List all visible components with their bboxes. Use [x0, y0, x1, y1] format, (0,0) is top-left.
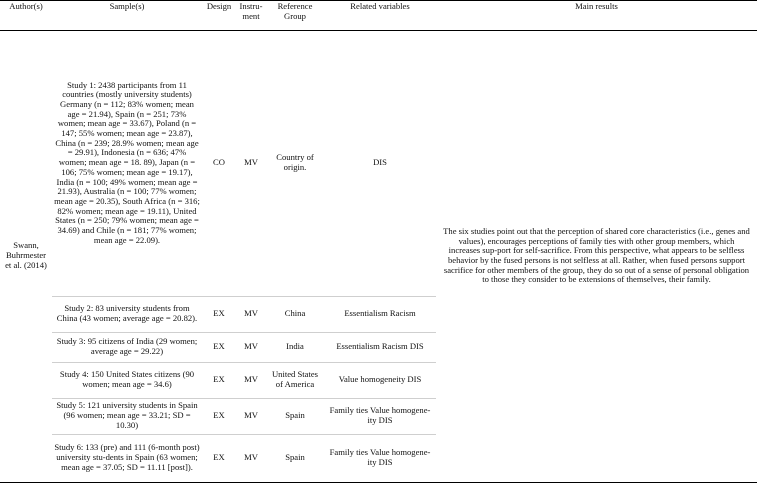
reference-cell: India: [266, 332, 324, 362]
sample-cell: Study 1: 2438 participants from 11 countries (mostly university students) Germany (n = 112; 83% women; mean age = 21.94), Spain (n = 251; 73% women; mean age = 33.67), Poland (n = 147; 55% women; mean age = 23.87), China (n = 239; 28.9% women; mean age = 29.91), Indonesia (n = 636; 47% women; mean age = 18. 89), Japan (n = 106; 75% women; mean age = 19.17), India (n = 100; 49% women; mean age = 21.93), Australia (n = 100; 77% women; mean age = 20.35), South Africa (n = 316; 82% women; mean age = 19.11), United States (n = 250; 79% women; mean age = 34.69) and Chile (n = 181; 77% women; mean age = 22.09).: [54, 79, 200, 245]
reference-cell: China: [266, 296, 324, 332]
reference-cell: Spain: [266, 434, 324, 482]
design-cell: EX: [202, 398, 236, 434]
sample-cell: Study 6: 133 (pre) and 111 (6-month post) university stu-dents in Spain (63 women; mean age = 37.05; SD = 11.11 [post]).: [52, 434, 202, 482]
header-reference-group: Reference Group: [266, 0, 324, 30]
related-cell: Essentialism Racism DIS: [324, 332, 436, 362]
reference-cell: United States of America: [266, 362, 324, 398]
sample-cell: Study 3: 95 citizens of India (29 women; average age = 29.22): [52, 332, 202, 362]
instrument-cell: MV: [236, 296, 266, 332]
design-cell: EX: [202, 332, 236, 362]
instrument-cell: MV: [236, 398, 266, 434]
design-cell: EX: [202, 296, 236, 332]
instrument-cell: MV: [236, 332, 266, 362]
design-cell: CO: [213, 157, 225, 168]
sample-cell: Study 4: 150 United States citizens (90 women; mean age = 34.6): [52, 362, 202, 398]
top-rule: [0, 0, 757, 1]
header-author: Author(s): [0, 0, 52, 30]
related-cell: Value homogeneity DIS: [324, 362, 436, 398]
header-design: Design: [202, 0, 236, 30]
main-results-cell: The six studies point out that the perception of shared core characteristics (i.e., genes and values), encourages perceptions of family ties with other group members, which increases sup-port for self-sacrifice. From this perspective, what appears to be selfless behavior by the fused persons is not selfless at all. Rather, when fused persons support sacrifice for other members of the group, they do so out of a sense of personal obligation to those they consider to be extensions of themselves, their family.: [443, 225, 750, 285]
related-cell: Essentialism Racism: [324, 296, 436, 332]
header-sample: Sample(s): [52, 0, 202, 30]
header-row: [0, 0, 757, 30]
sample-cell: Study 5: 121 university students in Spain (96 women; mean age = 33.21; SD = 10.30): [52, 398, 202, 434]
instrument-cell: MV: [236, 434, 266, 482]
design-cell: EX: [202, 362, 236, 398]
header-related-variables: Related variables: [324, 0, 436, 30]
instrument-cell: MV: [244, 157, 258, 168]
reference-cell: Spain: [266, 398, 324, 434]
related-cell: Family ties Value homogene-ity DIS: [324, 434, 436, 482]
reference-cell: Country of origin.: [276, 152, 314, 172]
instrument-cell: MV: [236, 362, 266, 398]
related-cell: DIS: [373, 157, 387, 168]
author-cell: Swann, Buhrmester et al. (2014): [5, 240, 47, 270]
related-cell: Family ties Value homogene-ity DIS: [324, 398, 436, 434]
design-cell: EX: [202, 434, 236, 482]
sample-cell: Study 2: 83 university students from China (43 women; average age = 20.82).: [52, 296, 202, 332]
table-row: [0, 30, 757, 296]
header-instrument: Instru-ment: [236, 0, 266, 30]
header-main-results: Main results: [436, 0, 757, 30]
